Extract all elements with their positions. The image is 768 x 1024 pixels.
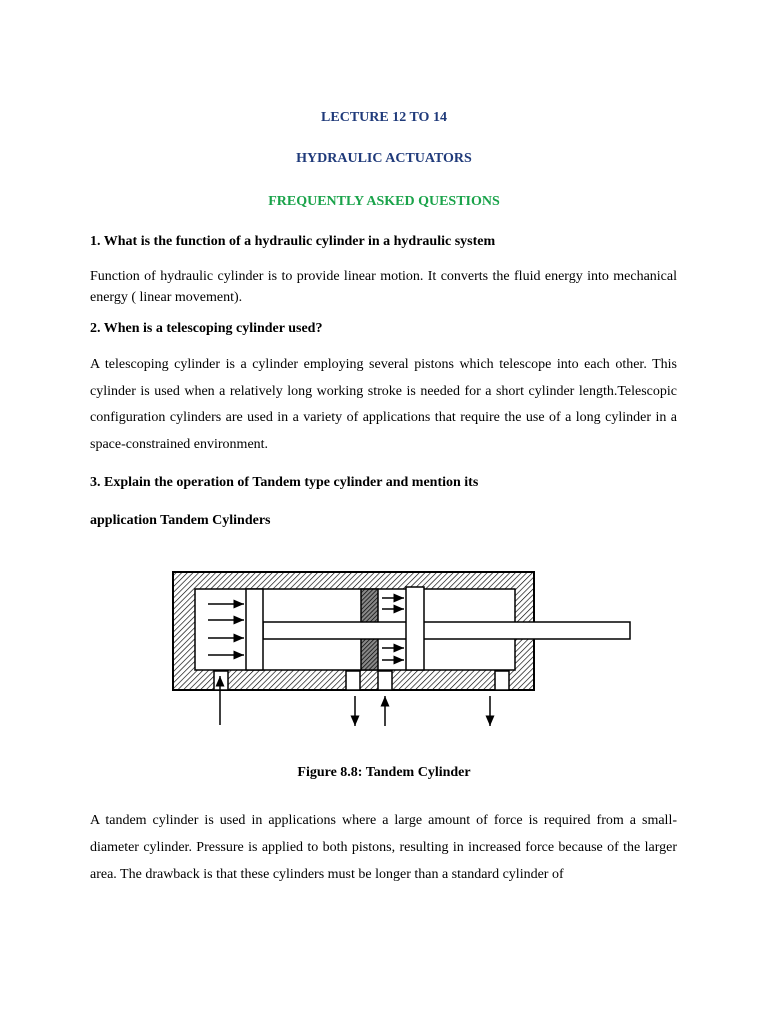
lecture-title: LECTURE 12 TO 14 [321, 110, 447, 125]
section-title: FREQUENTLY ASKED QUESTIONS [268, 194, 500, 209]
question-3-line-2: application Tandem Cylinders [90, 513, 271, 528]
piston-1 [246, 589, 263, 670]
port-2 [346, 671, 360, 690]
question-1: 1. What is the function of a hydraulic cylinder in a hydraulic system [90, 234, 496, 249]
answer-3: A tandem cylinder is used in applications where a large amount of force is required from a small-diameter cylinder. Pressure is applied to both pistons, resulting in increased force because of the larger area. The drawback is that these cylinders must be longer than a standard cylinder of [90, 813, 677, 882]
port-4 [495, 671, 509, 690]
port-3 [378, 671, 392, 690]
piston-2 [406, 587, 424, 670]
question-3-line-1: 3. Explain the operation of Tandem type cylinder and mention its [90, 475, 479, 490]
port-1 [214, 671, 228, 690]
figure-caption: Figure 8.8: Tandem Cylinder [297, 765, 471, 780]
tandem-cylinder-diagram [160, 560, 640, 730]
subject-title: HYDRAULIC ACTUATORS [296, 151, 472, 166]
question-2: 2. When is a telescoping cylinder used? [90, 321, 323, 336]
piston-rod [263, 622, 630, 639]
answer-2: A telescoping cylinder is a cylinder employing several pistons which telescope into each other. This cylinder is used when a relatively long working stroke is needed for a short cylinder length.Telescopic configuration cylinders are used in a variety of applications that require the use of a long cylinder in a space-constrained environment. [90, 357, 677, 452]
answer-1: Function of hydraulic cylinder is to provide linear motion. It converts the fluid energy into mechanical energy ( linear movement). [90, 269, 677, 305]
